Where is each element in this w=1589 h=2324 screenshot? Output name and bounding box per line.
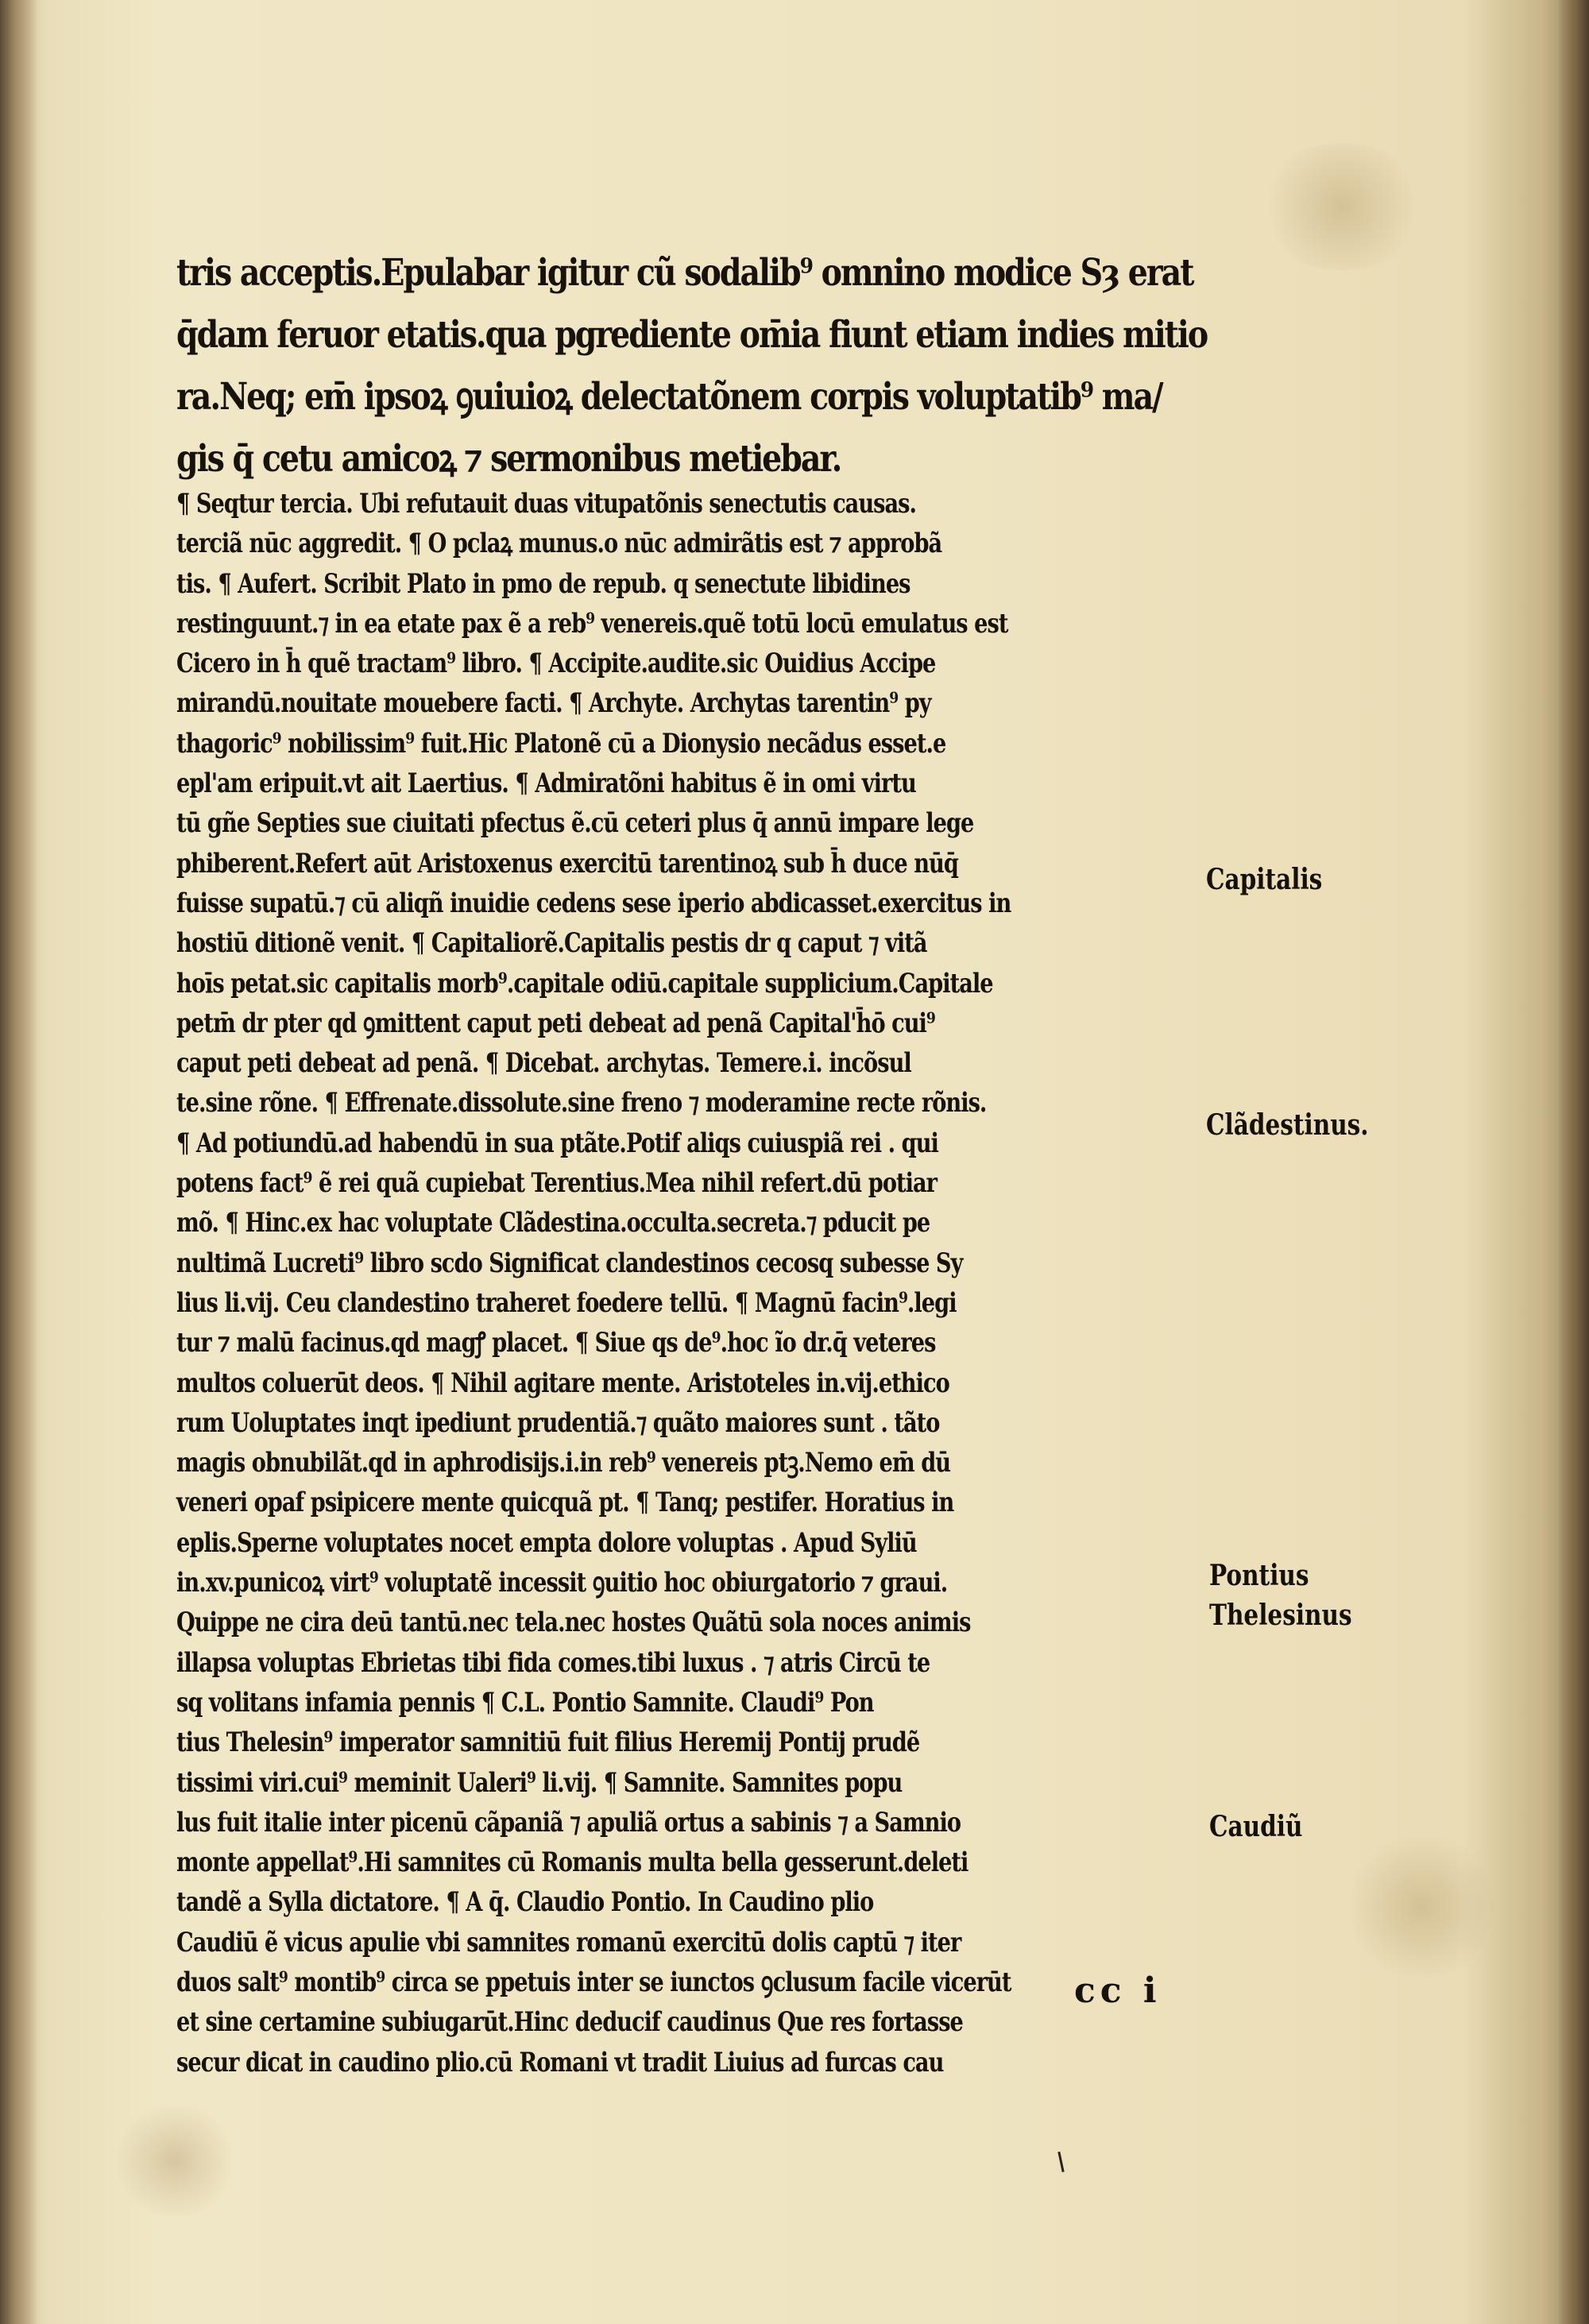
commentary-line: petm̄ dr pter qd ꝯmittent caput peti debeat ad penã Capital'h̄ō cui⁹ xyxy=(176,1007,935,1039)
commentary-line: duos salt⁹ montib⁹ circa se ppetuis inter se iunctos ꝯclusum facile vicerūt xyxy=(176,1966,1011,1998)
commentary-line: ¶ Ad potiundū.ad habendū in sua ptãte.Potif aliqs cuiuspiã rei . qui xyxy=(176,1127,938,1159)
marginal-note-clandestinus: Clãdestinus. xyxy=(1206,1108,1369,1142)
commentary-line: tandẽ a Sylla dictatore. ¶ A q̄. Claudio Pontio. In Caudino plio xyxy=(176,1886,874,1919)
commentary-line: lus fuit italie inter picenū cãpaniã ⁊ apuliã ortus a sabinis ⁊ a Samnio xyxy=(176,1806,961,1839)
commentary-line: Quippe ne cira deū tantū.nec tela.nec hostes Quãtū sola noces animis xyxy=(176,1607,971,1639)
commentary-line: lius li.vij. Ceu clandestino traheret foedere tellū. ¶ Magnū facin⁹.legi xyxy=(176,1286,957,1319)
commentary-line: phiberent.Refert aūt Aristoxenus exercitū tarentinoꝝ sub h̄ duce nūq̄ xyxy=(176,847,958,880)
main-text-line: ra.Neq; em̄ ipsoꝝ ꝯuiuioꝝ delectatõnem corpis voluptatib⁹ ma/ xyxy=(176,375,1162,419)
commentary-line: terciã nūc aggredit. ¶ O pclaꝝ munus.o nūc admirãtis est ⁊ approbã xyxy=(176,528,942,560)
foxing-stain xyxy=(111,2106,238,2217)
main-text-line: gis q̄ cetu amicoꝝ ⁊ sermonibus metiebar. xyxy=(176,437,841,481)
commentary xyxy=(176,484,1209,2082)
marginal-note-capitalis: Capitalis xyxy=(1206,863,1323,896)
commentary-line: eplis.Sperne voluptates nocet empta dolore voluptas . Apud Syliū xyxy=(176,1526,917,1559)
main-text-line: tris acceptis.Epulabar igitur cũ sodalib⁹ omnino modice Sȝ erat xyxy=(176,251,1193,295)
commentary-line: rum Uoluptates inqt ipediunt prudentiã.⁊ quãto maiores sunt . tãto xyxy=(176,1406,940,1439)
folio-number: cc i xyxy=(1074,1970,1162,2011)
page-fore-edge xyxy=(1557,0,1589,2324)
commentary-line: secur dicat in caudino plio.cū Romani vt tradit Liuius ad furcas cau xyxy=(176,2046,944,2078)
commentary-line: ¶ Seqtur tercia. Ubi refutauit duas vitupatõnis senectutis causas. xyxy=(176,488,917,520)
text-block xyxy=(176,242,1209,2082)
commentary-line: illapsa voluptas Ebrietas tibi fida comes.tibi luxus . ⁊ atris Circū te xyxy=(176,1646,930,1679)
marginal-note-thelesinus: Thelesinus xyxy=(1209,1599,1352,1632)
commentary-line: epl'am eripuit.vt ait Laertius. ¶ Admiratõni habitus ẽ in omi virtu xyxy=(176,768,916,800)
commentary-line: multos coluerūt deos. ¶ Nihil agitare mente. Aristoteles in.vij.ethico xyxy=(176,1367,949,1399)
commentary-line: in.xv.punicoꝝ virt⁹ voluptatẽ incessit ꝯuitio hoc obiurgatorio ⁊ graui. xyxy=(176,1567,948,1599)
commentary-line: sq volitans infamia pennis ¶ C.L. Pontio Samnite. Claudi⁹ Pon xyxy=(176,1686,874,1719)
main-text xyxy=(176,242,1209,490)
commentary-line: te.sine rõne. ¶ Effrenate.dissolute.sine freno ⁊ moderamine recte rõnis. xyxy=(176,1087,987,1119)
commentary-line: Caudiū ẽ vicus apulie vbi samnites romanū exercitū dolis captū ⁊ iter xyxy=(176,1926,961,1959)
foxing-stain xyxy=(1351,1827,1494,1986)
commentary-line: mõ. ¶ Hinc.ex hac voluptate Clãdestina.occulta.secreta.⁊ pducit pe xyxy=(176,1207,930,1239)
marginal-note-pontius: Pontius xyxy=(1209,1559,1309,1592)
binding-shadow xyxy=(0,0,38,2324)
commentary-line: tū gñe Septies sue ciuitati pfectus ẽ.cū ceteri plus q̄ annū impare lege xyxy=(176,807,974,840)
commentary-line: thagoric⁹ nobilissim⁹ fuit.Hic Platonẽ cū a Dionysio necãdus esset.e xyxy=(176,727,946,760)
commentary-line: restinguunt.⁊ in ea etate pax ẽ a reb⁹ venereis.quẽ totū locū emulatus est xyxy=(176,607,1008,640)
main-text-line: q̄dam feruor etatis.qua pgrediente om̄ia fiunt etiam indies mitio xyxy=(176,313,1208,357)
commentary-line: caput peti debeat ad penã. ¶ Dicebat. archytas. Temere.i. incõsul xyxy=(176,1047,911,1080)
foxing-stain xyxy=(1255,143,1430,270)
commentary-line: veneri opaf psipicere mente quicquã pt. ¶ Tanq; pestifer. Horatius in xyxy=(176,1487,954,1519)
commentary-line: et sine certamine subiugarūt.Hinc deducif caudinus Que res fortasse xyxy=(176,2006,963,2039)
commentary-line: monte appellat⁹.Hi samnites cū Romanis multa bella gesserunt.deleti xyxy=(176,1846,968,1879)
commentary-line: tis. ¶ Aufert. Scribit Plato in pmo de repub. q senectute libidines xyxy=(176,567,910,600)
commentary-line: tur ⁊ malū facinus.qd magꝭ placet. ¶ Siue qs de⁹.hoc ĩo dr.q̄ veteres xyxy=(176,1327,936,1359)
commentary-line: fuisse supatū.⁊ cū aliqñ inuidie cedens sese iperio abdicasset.exercitus in xyxy=(176,887,1011,919)
commentary-line: hostiū ditionẽ venit. ¶ Capitaliorẽ.Capitalis pestis dr q caput ⁊ vitã xyxy=(176,927,927,960)
commentary-line: hoīs petat.sic capitalis morb⁹.capitale odiū.capitale supplicium.Capitale xyxy=(176,967,993,1000)
commentary-line: tissimi viri.cui⁹ meminit Ualeri⁹ li.vij. ¶ Samnite. Samnites popu xyxy=(176,1766,903,1799)
commentary-line: mirandū.nouitate mouebere facti. ¶ Archyte. Archytas tarentin⁹ py xyxy=(176,687,931,720)
marginal-note-caudiu: Caudiũ xyxy=(1209,1810,1303,1843)
commentary-line: tius Thelesin⁹ imperator samnitiū fuit filius Heremij Pontij prudẽ xyxy=(176,1727,920,1759)
commentary-line: Cicero in h̄ quẽ tractam⁹ libro. ¶ Accipite.audite.sic Ouidius Accipe xyxy=(176,648,936,680)
commentary-line: magis obnubilãt.qd in aphrodisijs.i.in reb⁹ venereis ptꝫ.Nemo em̄ dū xyxy=(176,1447,951,1479)
commentary-line: potens fact⁹ ẽ rei quã cupiebat Terentius.Mea nihil refert.dū potiar xyxy=(176,1167,938,1200)
commentary-line: nultimã Lucreti⁹ libro scdo Significat clandestinos cecosq subesse Sy xyxy=(176,1247,963,1279)
ink-mark xyxy=(1057,2152,1064,2172)
